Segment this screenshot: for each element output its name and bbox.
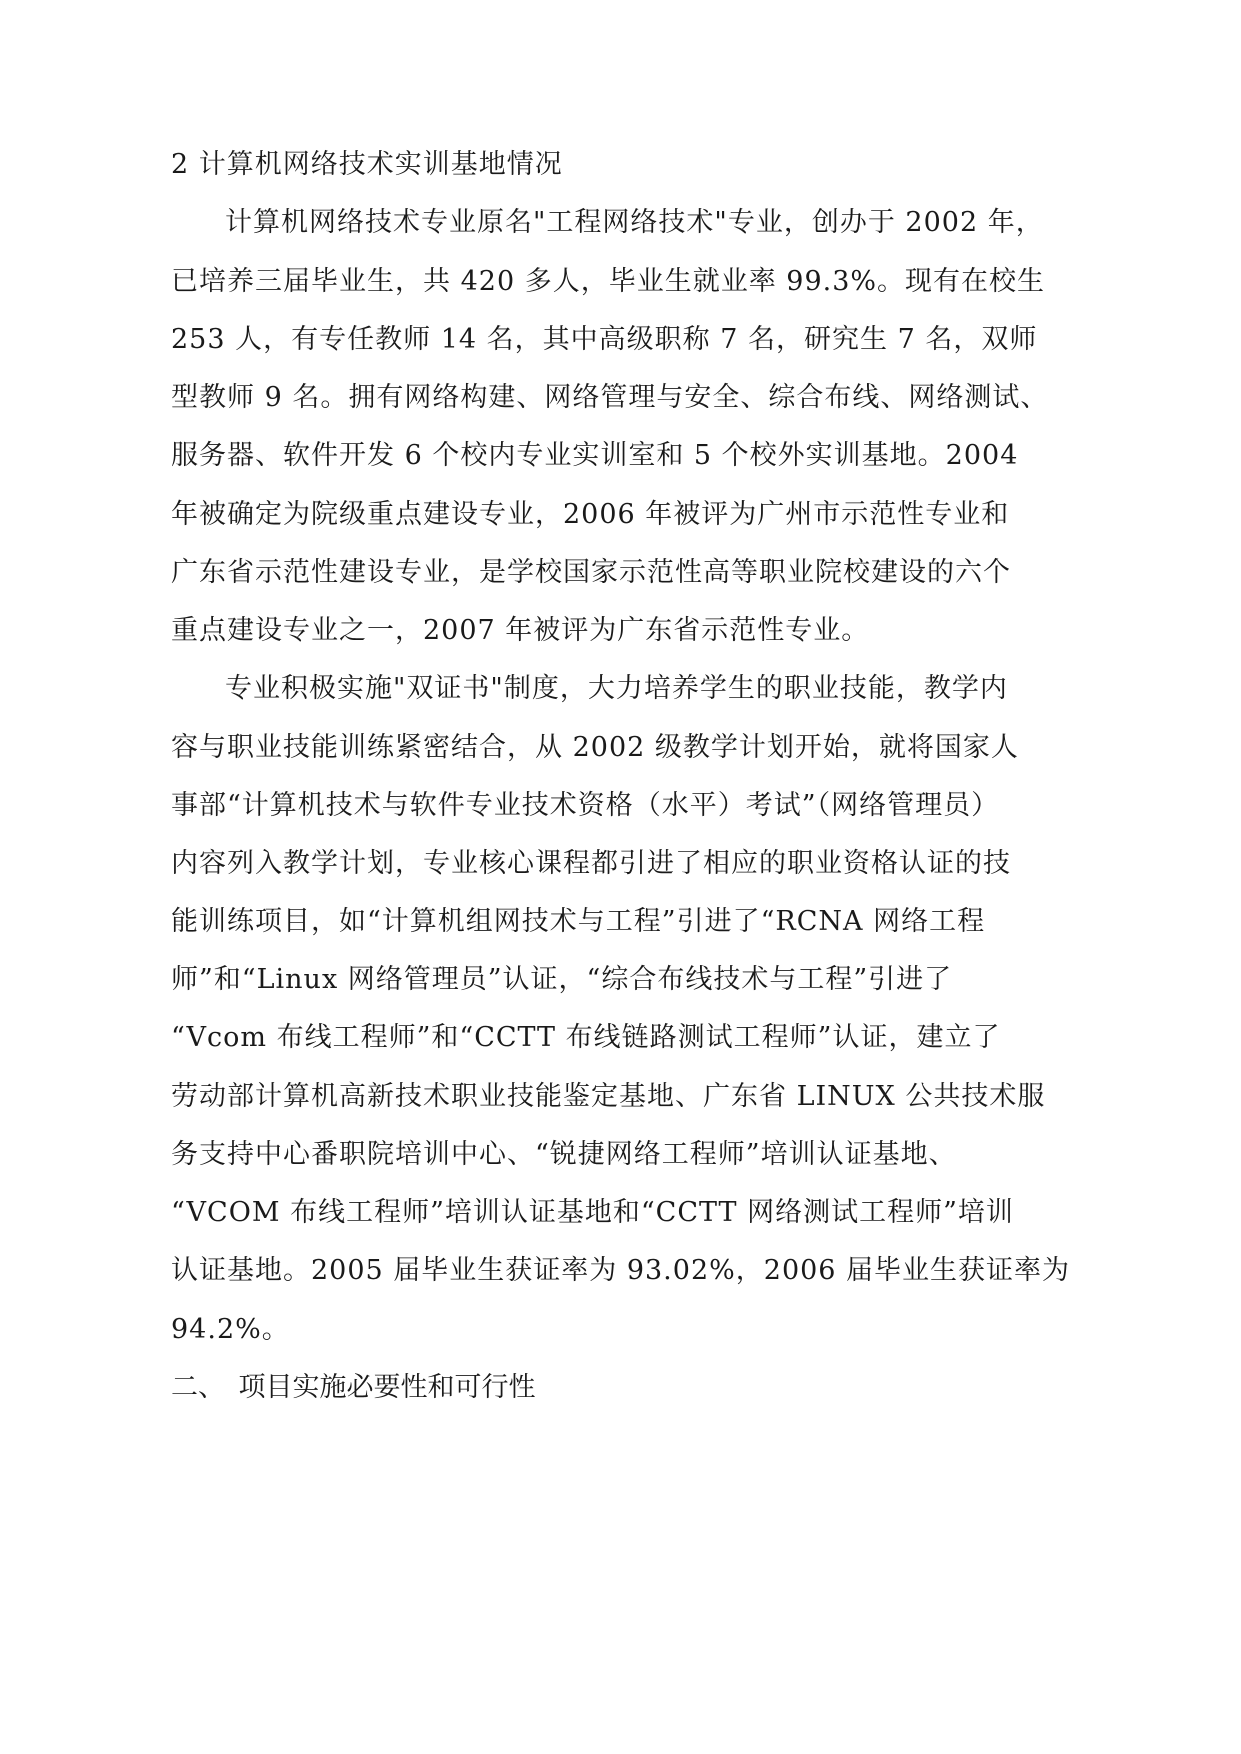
line-text: 专业积极实施"双证书"制度，大力培养学生的职业技能，教学内 xyxy=(225,673,1008,704)
paragraph-line xyxy=(0,495,1241,535)
line-text: 服务器、软件开发 6 个校内专业实训室和 5 个校外实训基地。2004 xyxy=(171,440,1019,471)
line-text: 劳动部计算机高新技术职业技能鉴定基地、广东省 LINUX 公共技术服 xyxy=(171,1081,1046,1112)
line-text: 年被确定为院级重点建设专业，2006 年被评为广州市示范性专业和 xyxy=(171,499,1010,530)
paragraph-line xyxy=(0,786,1241,826)
paragraph-line xyxy=(0,378,1241,418)
paragraph-line xyxy=(0,1310,1241,1350)
line-text: 师”和“Linux 网络管理员”认证，“综合布线技术与工程”引进了 xyxy=(171,964,953,995)
line-text: 事部“计算机技术与软件专业技术资格（水平）考试”（网络管理员） xyxy=(171,790,1000,821)
line-text: 能训练项目，如“计算机组网技术与工程”引进了“RCNA 网络工程 xyxy=(171,906,986,937)
paragraph-line xyxy=(0,553,1241,593)
paragraph-line xyxy=(0,436,1241,476)
line-text: 94.2%。 xyxy=(171,1314,290,1345)
line-text: “VCOM 布线工程师”培训认证基地和“CCTT 网络测试工程师”培训 xyxy=(171,1197,1014,1228)
paragraph-line xyxy=(0,611,1241,651)
line-text: 务支持中心番职院培训中心、“锐捷网络工程师”培训认证基地、 xyxy=(171,1139,957,1170)
line-text: 重点建设专业之一，2007 年被评为广东省示范性专业。 xyxy=(171,615,870,646)
line-text: 认证基地。2005 届毕业生获证率为 93.02%，2006 届毕业生获证率为 xyxy=(171,1255,1071,1286)
paragraph-line xyxy=(0,844,1241,884)
line-text: 广东省示范性建设专业，是学校国家示范性高等职业院校建设的六个 xyxy=(171,557,1011,588)
paragraph-line xyxy=(0,320,1241,360)
paragraph-line xyxy=(0,902,1241,942)
paragraph-line xyxy=(0,960,1241,1000)
line-text: “Vcom 布线工程师”和“CCTT 布线链路测试工程师”认证，建立了 xyxy=(171,1022,1001,1053)
section-heading xyxy=(0,145,1241,185)
line-text: 容与职业技能训练紧密结合，从 2002 级教学计划开始，就将国家人 xyxy=(171,732,1019,763)
line-text: 253 人，有专任教师 14 名，其中高级职称 7 名，研究生 7 名，双师 xyxy=(171,324,1038,355)
paragraph-line xyxy=(0,1135,1241,1175)
paragraph-line xyxy=(0,1251,1241,1291)
chapter-heading xyxy=(0,1368,1241,1408)
paragraph-line xyxy=(0,669,1241,709)
paragraph-line xyxy=(0,203,1241,243)
line-text: 二、 项目实施必要性和可行性 xyxy=(171,1372,536,1403)
line-text: 内容列入教学计划，专业核心课程都引进了相应的职业资格认证的技 xyxy=(171,848,1011,879)
line-text: 计算机网络技术专业原名"工程网络技术"专业，创办于 2002 年， xyxy=(225,207,1044,238)
paragraph-line xyxy=(0,1193,1241,1233)
paragraph-line xyxy=(0,262,1241,302)
line-text: 已培养三届毕业生，共 420 多人，毕业生就业率 99.3%。现有在校生 xyxy=(171,266,1046,297)
paragraph-line xyxy=(0,1077,1241,1117)
line-text: 2 计算机网络技术实训基地情况 xyxy=(171,149,563,180)
paragraph-line xyxy=(0,1018,1241,1058)
paragraph-line xyxy=(0,728,1241,768)
line-text: 型教师 9 名。拥有网络构建、网络管理与安全、综合布线、网络测试、 xyxy=(171,382,1049,413)
